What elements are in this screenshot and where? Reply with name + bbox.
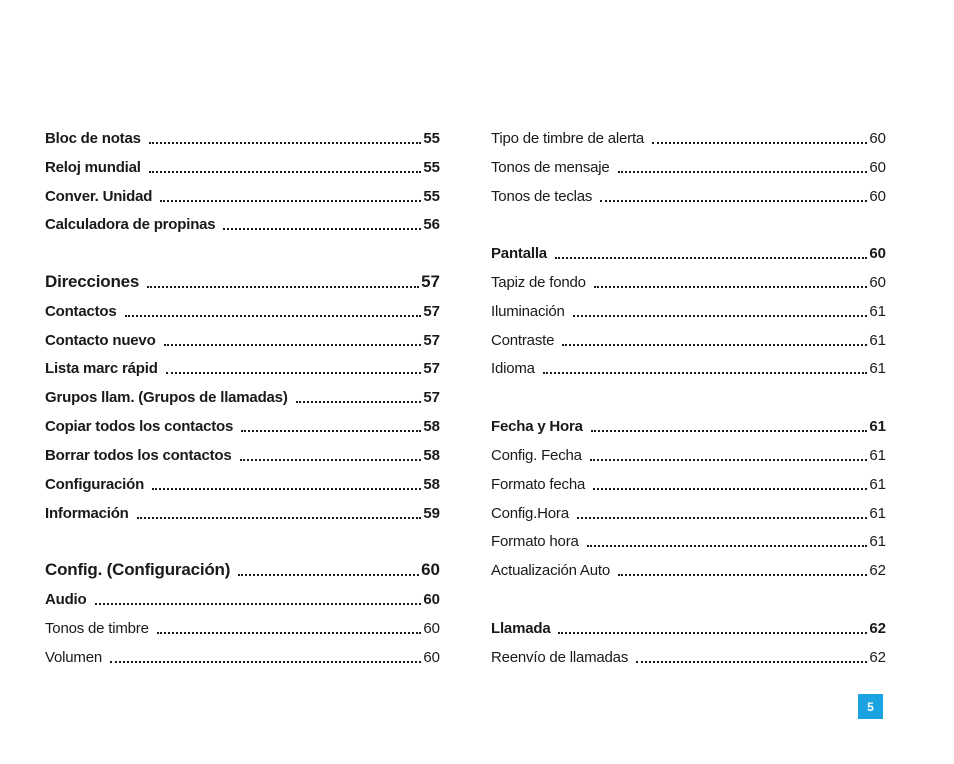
toc-entry-bloc-de-notas <box>45 126 440 148</box>
dot-leader <box>618 573 867 576</box>
toc-entry-page: 60 <box>869 188 886 205</box>
toc-entry-lista-marc-rapid <box>45 356 440 378</box>
toc-entry-page: 61 <box>869 360 886 377</box>
toc-entry-label: Idioma <box>491 360 535 377</box>
toc-entry-tonos-de-teclas <box>491 184 886 206</box>
toc-entry-label: Conver. Unidad <box>45 188 153 205</box>
toc-entry-audio <box>45 587 440 609</box>
toc-entry-reenvio-de-llamadas <box>491 645 886 667</box>
toc-entry-label: Pantalla <box>491 245 547 262</box>
dot-leader <box>562 343 867 346</box>
toc-entry-page: 55 <box>423 188 440 205</box>
toc-entry-page: 60 <box>423 649 440 666</box>
dot-leader <box>137 516 422 519</box>
dot-leader <box>558 631 867 634</box>
toc-entry-tipo-de-timbre <box>491 126 886 148</box>
dot-leader <box>223 227 421 230</box>
toc-entry-pantalla <box>491 241 886 263</box>
toc-entry-page: 60 <box>421 560 440 579</box>
dot-leader <box>240 458 422 461</box>
toc-entry-page: 58 <box>423 476 440 493</box>
toc-entry-label: Tonos de teclas <box>491 188 593 205</box>
toc-entry-grupos-llam <box>45 385 440 407</box>
toc-entry-tonos-de-timbre <box>45 616 440 638</box>
dot-leader <box>543 371 867 374</box>
toc-entry-iluminacion <box>491 299 886 321</box>
toc-entry-page: 56 <box>423 216 440 233</box>
toc-entry-config-fecha <box>491 443 886 465</box>
toc-entry-formato-hora <box>491 529 886 551</box>
dot-leader <box>147 285 419 288</box>
toc-entry-page: 61 <box>869 418 886 435</box>
dot-leader <box>618 170 868 173</box>
toc-entry-label: Copiar todos los contactos <box>45 418 234 435</box>
toc-entry-actualizacion-auto <box>491 558 886 580</box>
dot-leader <box>95 602 422 605</box>
toc-entry-volumen <box>45 645 440 667</box>
dot-leader <box>636 660 867 663</box>
toc-entry-page: 61 <box>869 476 886 493</box>
toc-entry-label: Configuración <box>45 476 145 493</box>
toc-entry-page: 60 <box>423 591 440 608</box>
dot-leader <box>149 141 422 144</box>
toc-entry-reloj-mundial <box>45 155 440 177</box>
toc-entry-label: Tipo de timbre de alerta <box>491 130 645 147</box>
dot-leader <box>238 573 419 576</box>
toc-entry-configuracion <box>45 472 440 494</box>
toc-entry-label: Tonos de timbre <box>45 620 149 637</box>
toc-entry-copiar-contactos <box>45 414 440 436</box>
toc-entry-page: 61 <box>869 533 886 550</box>
toc-entry-label: Información <box>45 505 129 522</box>
toc-entry-page: 61 <box>869 303 886 320</box>
toc-entry-page: 58 <box>423 447 440 464</box>
toc-entry-label: Contacto nuevo <box>45 332 156 349</box>
toc-entry-label: Formato hora <box>491 533 579 550</box>
toc-entry-page: 59 <box>423 505 440 522</box>
toc-entry-page: 62 <box>869 649 886 666</box>
toc-entry-page: 60 <box>869 245 886 262</box>
dot-leader <box>164 343 422 346</box>
dot-leader <box>555 256 867 259</box>
toc-entry-label: Llamada <box>491 620 551 637</box>
toc-entry-label: Tonos de mensaje <box>491 159 610 176</box>
toc-entry-label: Lista marc rápid <box>45 360 158 377</box>
toc-entry-label: Reenvío de llamadas <box>491 649 629 666</box>
toc-entry-llamada <box>491 616 886 638</box>
toc-entry-contacto-nuevo <box>45 328 440 350</box>
toc-entry-page: 61 <box>869 447 886 464</box>
dot-leader <box>573 314 868 317</box>
dot-leader <box>577 516 867 519</box>
toc-entry-page: 57 <box>423 389 440 406</box>
toc-entry-label: Calculadora de propinas <box>45 216 216 233</box>
toc-entry-page: 60 <box>869 130 886 147</box>
toc-entry-contraste <box>491 328 886 350</box>
toc-entry-page: 61 <box>869 505 886 522</box>
dot-leader <box>241 429 421 432</box>
toc-entry-label: Tapiz de fondo <box>491 274 586 291</box>
toc-entry-label: Iluminación <box>491 303 565 320</box>
page-number-badge: 5 <box>858 694 883 719</box>
dot-leader <box>152 487 421 490</box>
toc-entry-page: 62 <box>869 620 886 637</box>
toc-entry-page: 55 <box>423 159 440 176</box>
toc-entry-tonos-de-mensaje <box>491 155 886 177</box>
dot-leader <box>593 487 867 490</box>
toc-entry-label: Config.Hora <box>491 505 569 522</box>
toc-entry-label: Bloc de notas <box>45 130 141 147</box>
dot-leader <box>110 660 421 663</box>
toc-entry-page: 57 <box>423 360 440 377</box>
dot-leader <box>652 141 867 144</box>
toc-entry-conver-unidad <box>45 184 440 206</box>
toc-entry-page: 55 <box>423 130 440 147</box>
toc-entry-idioma <box>491 356 886 378</box>
toc-entry-fecha-y-hora <box>491 414 886 436</box>
dot-leader <box>591 429 868 432</box>
dot-leader <box>296 400 422 403</box>
toc-entry-label: Config. Fecha <box>491 447 582 464</box>
toc-entry-informacion <box>45 501 440 523</box>
toc-entry-label: Contraste <box>491 332 555 349</box>
toc-section-direcciones <box>45 268 440 292</box>
toc-entry-calculadora-de-propinas <box>45 212 440 234</box>
toc-entry-contactos <box>45 299 440 321</box>
toc-entry-label: Config. (Configuración) <box>45 560 231 579</box>
toc-entry-config-hora <box>491 501 886 523</box>
toc-entry-page: 60 <box>869 274 886 291</box>
dot-leader <box>157 631 422 634</box>
toc-entry-label: Fecha y Hora <box>491 418 583 435</box>
toc-entry-page: 60 <box>869 159 886 176</box>
dot-leader <box>590 458 868 461</box>
toc-entry-page: 62 <box>869 562 886 579</box>
dot-leader <box>149 170 422 173</box>
toc-entry-borrar-contactos <box>45 443 440 465</box>
dot-leader <box>166 371 422 374</box>
dot-leader <box>125 314 422 317</box>
toc-entry-formato-fecha <box>491 472 886 494</box>
toc-entry-page: 61 <box>869 332 886 349</box>
toc-entry-label: Direcciones <box>45 272 140 291</box>
toc-entry-label: Formato fecha <box>491 476 586 493</box>
toc-entry-label: Grupos llam. (Grupos de llamadas) <box>45 389 288 406</box>
toc-entry-label: Borrar todos los contactos <box>45 447 232 464</box>
toc-entry-page: 57 <box>423 303 440 320</box>
toc-entry-page: 60 <box>423 620 440 637</box>
dot-leader <box>594 285 868 288</box>
dot-leader <box>587 544 868 547</box>
toc-entry-page: 57 <box>421 272 440 291</box>
toc-section-config <box>45 556 440 580</box>
toc-entry-label: Contactos <box>45 303 117 320</box>
toc-entry-page: 57 <box>423 332 440 349</box>
dot-leader <box>600 199 867 202</box>
dot-leader <box>160 199 421 202</box>
toc-entry-label: Actualización Auto <box>491 562 610 579</box>
toc-entry-tapiz-de-fondo <box>491 270 886 292</box>
toc-entry-page: 58 <box>423 418 440 435</box>
toc-entry-label: Volumen <box>45 649 102 666</box>
toc-entry-label: Reloj mundial <box>45 159 141 176</box>
toc-entry-label: Audio <box>45 591 87 608</box>
